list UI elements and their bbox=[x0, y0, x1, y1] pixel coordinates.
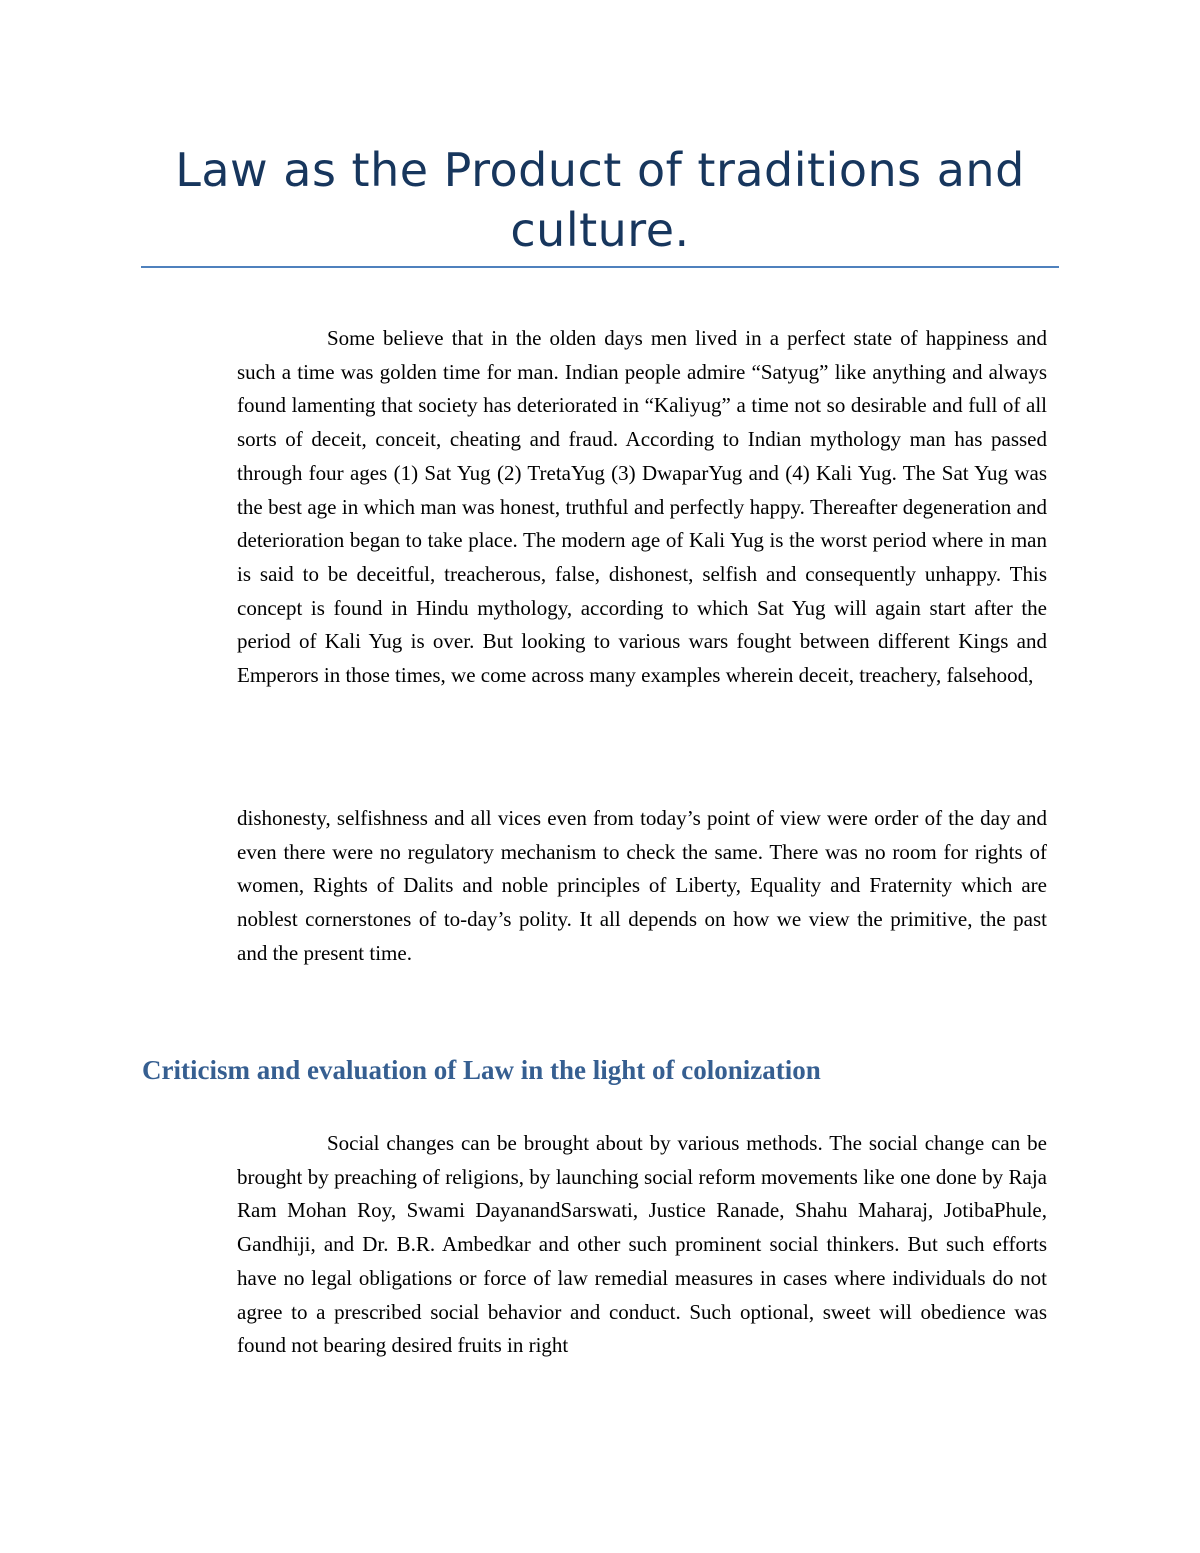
page-title: Law as the Product of traditions and culture. bbox=[175, 143, 1025, 257]
section-heading: Criticism and evaluation of Law in the light of colonization bbox=[142, 1055, 821, 1085]
body-paragraph: Some believe that in the olden days men lived in a perfect state of happiness and such a time was golden time for man. Indian people admire “Satyug” like anything and always found lamenting that society has deteriorated in “Kaliyug” a time not so desirable and full of all sorts of deceit, conceit, cheating and fraud. According to Indian mythology man has passed through four ages (1) Sat Yug (2) TretaYug (3) DwaparYug and (4) Kali Yug. The Sat Yug was the best age in which man was honest, truthful and perfectly happy. Thereafter degeneration and deterioration began to take place. The modern age of Kali Yug is the worst period where in man is said to be deceitful, treacherous, false, dishonest, selfish and consequently unhappy. This concept is found in Hindu mythology, according to which Sat Yug will again start after the period of Kali Yug is over. But looking to various wars fought between different Kings and Emperors in those times, we come across many examples wherein deceit, treachery, falsehood, bbox=[237, 326, 1047, 688]
body-paragraph-continued: dishonesty, selfishness and all vices even from today’s point of view were order of the day and even there were no regulatory mechanism to check the same. There was no room for rights of women, Rights of Dalits and noble principles of Liberty, Equality and Fraternity which are noblest cornerstones of to-day’s polity. It all depends on how we view the primitive, the past and the present time. bbox=[237, 806, 1047, 965]
title-underline-divider bbox=[141, 266, 1059, 268]
section-paragraph: Social changes can be brought about by various methods. The social change can be brought by preaching of religions, by launching social reform movements like one done by Raja Ram Mohan Roy, Swami DayanandSarswati, Justice Ranade, Shahu Maharaj, JotibaPhule, Gandhiji, and Dr. B.R. Ambedkar and other such prominent social thinkers. But such efforts have no legal obligations or force of law remedial measures in cases where individuals do not agree to a prescribed social behavior and conduct. Such optional, sweet will obedience was found not bearing desired fruits in right bbox=[237, 1131, 1047, 1358]
